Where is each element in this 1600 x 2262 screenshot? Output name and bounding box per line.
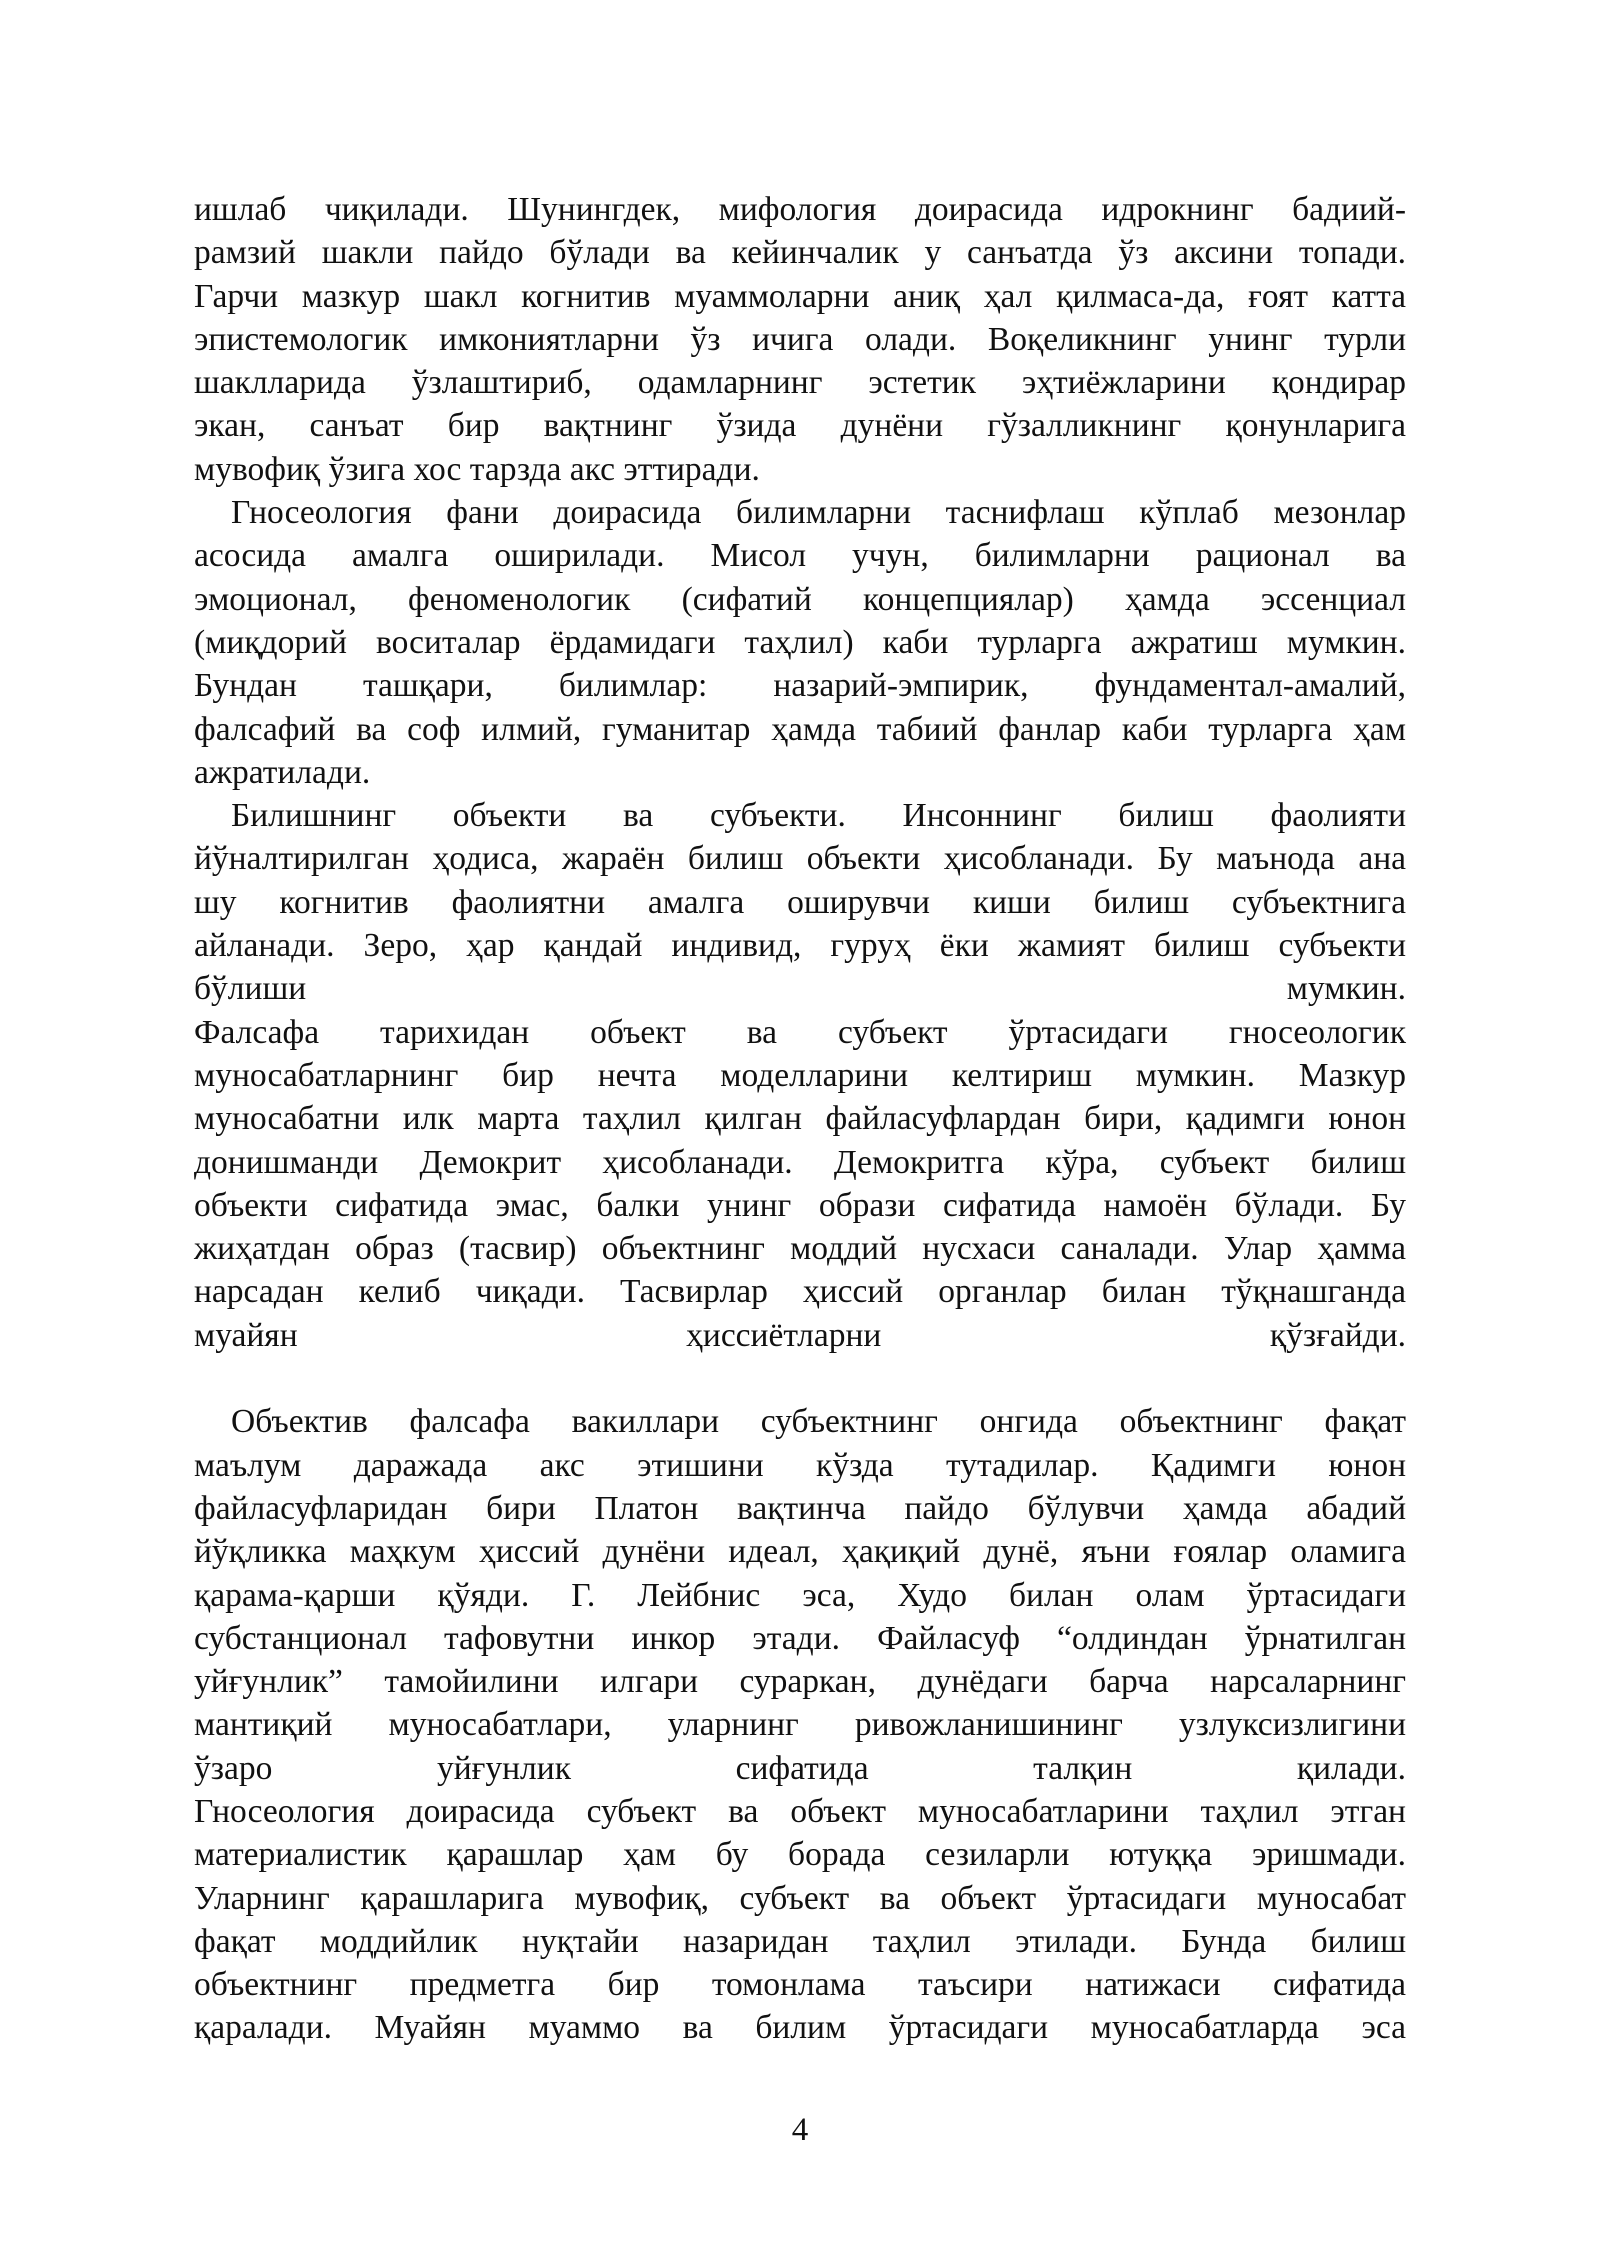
text-line: муайян ҳиссиётларни қўзғайди.: [194, 1316, 1406, 1354]
paragraph: [194, 1790, 1406, 2050]
text-line: қарама-қарши қўяди. Г. Лейбнис эса, Худо билан олам ўртасидаги: [194, 1576, 1406, 1614]
text-line: (миқдорий воситалар ёрдамидаги таҳлил) каби турларга ажратиш мумкин.: [194, 623, 1406, 661]
text-line: бўлиши мумкин.: [194, 970, 1406, 1008]
text-line: шу когнитив фаолиятни амалга оширувчи киши билиш субъектнига: [194, 883, 1406, 921]
text-line: жиҳатдан образ (тасвир) объектнинг моддий нусхаси саналади. Улар ҳамма: [194, 1230, 1406, 1268]
text-line: уйғунлик” тамойилини илгари сураркан, дунёдаги барча нарсаларнинг: [194, 1663, 1406, 1701]
text-line: экан, санъат бир вақтнинг ўзида дунёни гўзалликнинг қонунларига: [194, 407, 1406, 445]
text-line: маълум даражада акс этишини кўзда тутадилар. Қадимги юнон: [194, 1446, 1406, 1484]
text-line: асосида амалга оширилади. Мисол учун, билимларни рационал ва: [194, 537, 1406, 575]
text-line: ишлаб чиқилади. Шунингдек, мифология доирасида идрокнинг бадиий-: [194, 191, 1406, 228]
text-line: айланади. Зеро, ҳар қандай индивид, гуруҳ ёки жамият билиш субъекти: [194, 927, 1406, 965]
text-line: қаралади. Муайян муаммо ва билим ўртасидаги муносабатларда эса: [194, 2009, 1406, 2047]
text-line: Гносеология фани доирасида билимларни таснифлаш кўплаб мезонлар: [231, 494, 1406, 532]
text-line: Бундан ташқари, билимлар: назарий-эмпирик, фундаментал-амалий,: [194, 667, 1406, 705]
text-line: эмоционал, феноменологик (сифатий концепциялар) ҳамда эссенциал: [194, 580, 1406, 618]
paragraph: [194, 794, 1406, 1010]
text-line: Гносеология доирасида субъект ва объект муносабатларини таҳлил этган: [194, 1792, 1406, 1830]
text-line: объекти сифатида эмас, балки унинг образи сифатида намоён бўлади. Бу: [194, 1186, 1406, 1224]
text-line: Билишнинг объекти ва субъекти. Инсоннинг билиш фаолияти: [231, 797, 1406, 835]
text-line: шаклларида ўзлаштириб, одамларнинг эстетик эҳтиёжларини қондирар: [194, 364, 1406, 402]
text-line: материалистик қарашлар ҳам бу борада сезиларли ютуққа эришмади.: [194, 1836, 1406, 1874]
text-line: фақат моддийлик нуқтайи назаридан таҳлил этилади. Бунда билиш: [194, 1922, 1406, 1960]
paragraph: [194, 1400, 1406, 1790]
text-line: муносабатни илк марта таҳлил қилган файласуфлардан бири, қадимги юнон: [194, 1100, 1406, 1138]
text-line: мувофиқ ўзига хос тарзда акс эттиради.: [194, 450, 760, 488]
text-line: йўналтирилган ҳодиса, жараён билиш объекти ҳисобланади. Бу маънода ана: [194, 840, 1406, 878]
text-line: объектнинг предметга бир томонлама таъсири натижаси сифатида: [194, 1966, 1406, 2004]
text-line: йўқликка маҳкум ҳиссий дунёни идеал, ҳақиқий дунё, яъни ғоялар оламига: [194, 1533, 1406, 1571]
text-line: ажратилади.: [194, 753, 371, 791]
text-line: Гарчи мазкур шакл когнитив муаммоларни аниқ ҳал қилмаса-да, ғоят катта: [194, 277, 1406, 315]
paragraph: [194, 491, 1406, 794]
text-line: рамзий шакли пайдо бўлади ва кейинчалик у санъатда ўз аксини топади.: [194, 234, 1406, 272]
text-line: муносабатларнинг бир нечта моделларини келтириш мумкин. Мазкур: [194, 1056, 1406, 1094]
page-number: 4: [791, 2112, 809, 2148]
text-line: нарсадан келиб чиқади. Тасвирлар ҳиссий органлар билан тўқнашганда: [194, 1273, 1406, 1311]
text-line: ўзаро уйғунлик сифатида талқин қилади.: [194, 1749, 1406, 1787]
blank-line: [194, 1357, 1406, 1400]
text-line: субстанционал тафовутни инкор этади. Файласуф “олдиндан ўрнатилган: [194, 1619, 1406, 1657]
text-line: эпистемологик имкониятларни ўз ичига олади. Воқеликнинг унинг турли: [194, 320, 1406, 358]
text-line: фалсафий ва соф илмий, гуманитар ҳамда табиий фанлар каби турларга ҳам: [194, 710, 1406, 748]
text-line: донишманди Демокрит ҳисобланади. Демокритга кўра, субъект билиш: [194, 1143, 1406, 1181]
text-line: файласуфларидан бири Платон вақтинча пайдо бўлувчи ҳамда абадий: [194, 1489, 1406, 1527]
text-line: Уларнинг қарашларига мувофиқ, субъект ва объект ўртасидаги муносабат: [194, 1879, 1406, 1917]
paragraph: [194, 188, 1406, 491]
text-line: Фалсафа тарихидан объект ва субъект ўртасидаги гносеологик: [194, 1013, 1406, 1051]
text-line: мантиқий муносабатлари, уларнинг ривожланишининг узлуксизлигини: [194, 1706, 1406, 1744]
document-body: [194, 188, 1406, 2050]
paragraph: [194, 1011, 1406, 1357]
text-line: Объектив фалсафа вакиллари субъектнинг онгида объектнинг фақат: [231, 1403, 1406, 1441]
